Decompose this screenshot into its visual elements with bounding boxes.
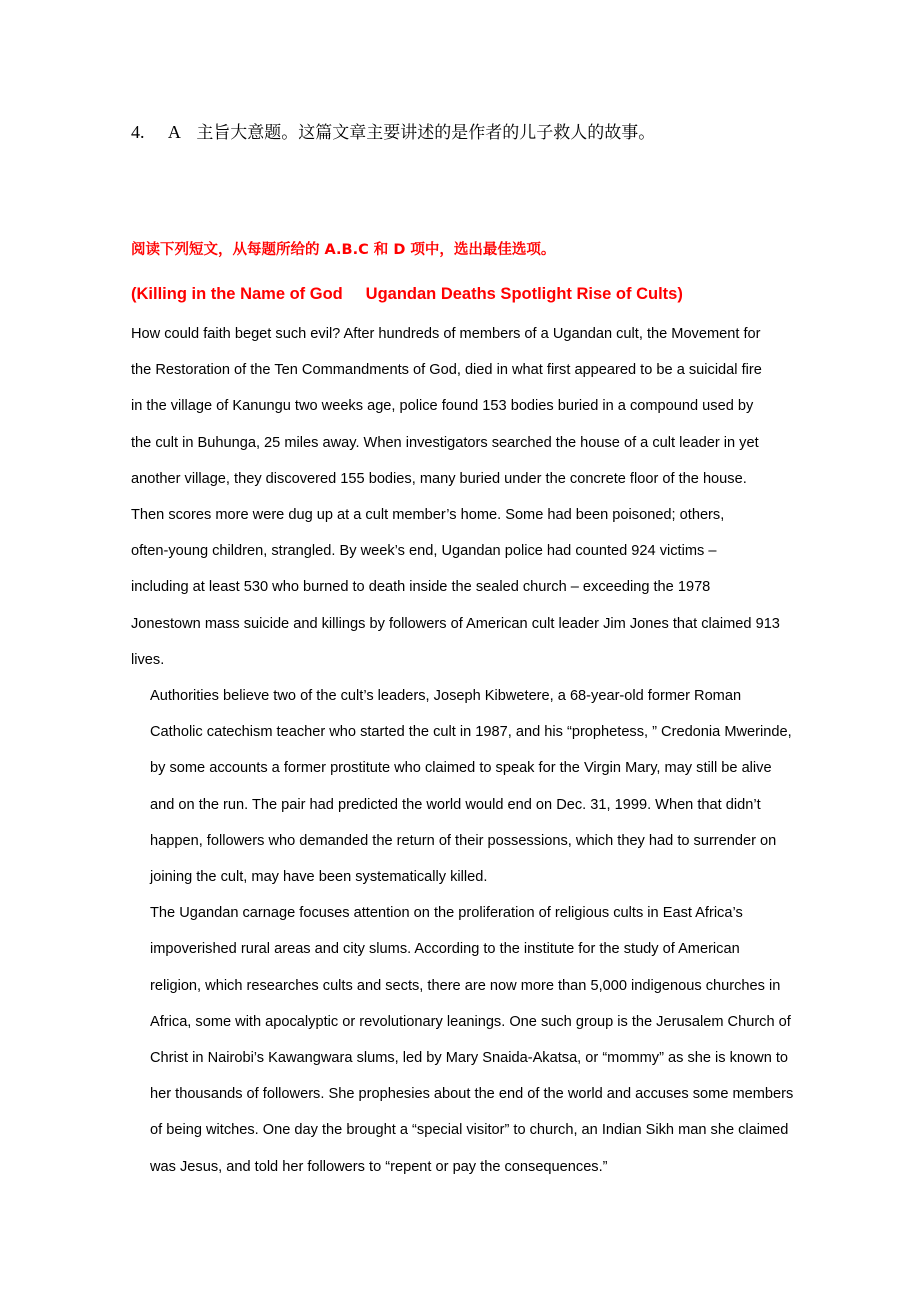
text-line: Catholic catechism teacher who started the cult in 1987, and his “prophetess, ” Credonia Mwerinde, xyxy=(150,724,792,741)
answer-line xyxy=(131,118,655,147)
text-line: Africa, some with apocalyptic or revolutionary leanings. One such group is the Jerusalem Church of xyxy=(150,1013,791,1030)
text-line: religion, which researches cults and sects, there are now more than 5,000 indigenous churches in xyxy=(150,977,781,994)
text-line: Christ in Nairobi’s Kawangwara slums, led by Mary Snaida-Akatsa, or “mommy” as she is known to xyxy=(150,1050,789,1067)
answer-letter: A xyxy=(167,122,181,142)
paragraph-1 xyxy=(131,316,799,678)
text-line: impoverished rural areas and city slums. According to the institute for the study of American xyxy=(150,941,740,958)
text-line: including at least 530 who burned to death inside the sealed church – exceeding the 1978 xyxy=(131,579,711,596)
text-line: lives. xyxy=(131,651,165,668)
passage-title: (Killing in the Name of God Ugandan Deaths Spotlight Rise of Cults) xyxy=(131,285,683,303)
text-line: another village, they discovered 155 bodies, many buried under the concrete floor of the house. xyxy=(131,470,747,487)
text-line: joining the cult, may have been systematically killed. xyxy=(150,869,488,886)
text-line: often-young children, strangled. By week’s end, Ugandan police had counted 924 victims – xyxy=(131,543,717,560)
text-line: in the village of Kanungu two weeks age, police found 153 bodies buried in a compound used by xyxy=(131,398,754,415)
text-line: Then scores more were dug up at a cult member’s home. Some had been poisoned; others, xyxy=(131,507,725,524)
text-line: her thousands of followers. She prophesies about the end of the world and accuses some members xyxy=(150,1086,794,1103)
text-line: was Jesus, and told her followers to “repent or pay the consequences.” xyxy=(150,1158,608,1175)
text-line: the Restoration of the Ten Commandments of God, died in what first appeared to be a suicidal fire xyxy=(131,362,762,379)
text-line: the cult in Buhunga, 25 miles away. When investigators searched the house of a cult leader in yet xyxy=(131,434,759,451)
text-line: and on the run. The pair had predicted the world would end on Dec. 31, 1999. When that didn’t xyxy=(150,796,761,813)
answer-explanation: 主旨大意题。这篇文章主要讲述的是作者的儿子救人的故事。 xyxy=(196,123,656,143)
paragraph-3 xyxy=(131,895,799,1185)
passage-body xyxy=(131,316,799,1185)
text-line: The Ugandan carnage focuses attention on the proliferation of religious cults in East Africa’s xyxy=(150,905,743,922)
paragraph-2 xyxy=(131,678,799,895)
text-line: Jonestown mass suicide and killings by followers of American cult leader Jim Jones that claimed 913 xyxy=(131,615,780,632)
text-line: by some accounts a former prostitute who claimed to speak for the Virgin Mary, may still be alive xyxy=(150,760,772,777)
answer-number: 4. xyxy=(131,122,145,142)
text-line: How could faith beget such evil? After hundreds of members of a Ugandan cult, the Movement for xyxy=(131,326,761,342)
text-line: happen, followers who demanded the return of their possessions, which they had to surrender on xyxy=(150,832,777,849)
text-line: Authorities believe two of the cult’s leaders, Joseph Kibwetere, a 68-year-old former Roman xyxy=(150,688,742,705)
reading-instruction: 阅读下列短文，从每题所给的 A.B.C 和 D 项中，选出最佳选项。 xyxy=(131,242,556,258)
text-line: of being witches. One day the brought a “special visitor” to church, an Indian Sikh man she claimed xyxy=(150,1122,789,1139)
